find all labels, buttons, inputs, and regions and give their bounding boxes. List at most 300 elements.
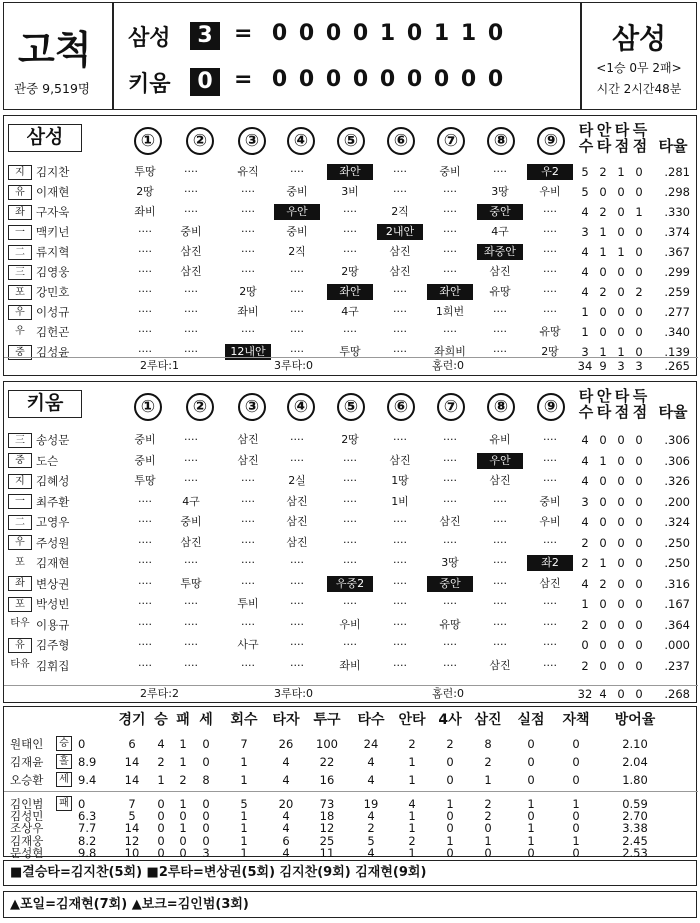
at-bat-result: ···· (241, 658, 255, 672)
team-stat-total: 9 (599, 359, 607, 373)
at-bat-result: 좌희비 (434, 345, 466, 358)
at-bat-result: ···· (543, 285, 557, 298)
pitcher-stat: 1 (572, 833, 580, 848)
batter-stat: 0 (635, 165, 643, 179)
batter-stat: 0 (617, 658, 625, 673)
pitcher-stat: 2 (484, 797, 492, 811)
pitcher-prior: 9.8 (78, 845, 97, 860)
at-bat-result: 삼진 (389, 453, 411, 467)
pitcher-stat: 14 (124, 773, 140, 787)
at-bat-result: ···· (290, 617, 304, 631)
at-bat-result: 투땅 (134, 165, 156, 178)
inning-header: ⑨ (537, 393, 565, 421)
pitching-table (3, 706, 697, 860)
pitcher-stat: 2 (179, 773, 187, 787)
batter-stat: 0 (599, 535, 607, 550)
pitching-divider (4, 791, 698, 792)
batter-name: 김재현 (36, 556, 70, 570)
inning-header: ⑥ (387, 127, 415, 155)
position-badge: 좌 (8, 205, 32, 220)
at-bat-result: ···· (393, 345, 407, 358)
at-bat-result: 좌비 (134, 205, 156, 218)
home-eq: = (234, 67, 253, 92)
at-bat-result: ···· (184, 205, 198, 218)
batter-row (4, 471, 698, 492)
at-bat-result: ···· (343, 245, 357, 258)
batter-stat: 0 (599, 617, 607, 632)
batter-stat: 0 (617, 433, 625, 447)
pitching-col-header: 승 (154, 712, 168, 728)
stat-header (613, 388, 631, 420)
pitcher-stat: 0.59 (622, 797, 648, 811)
batter-row (4, 533, 698, 554)
home-inning-run: 0 (325, 67, 342, 92)
batter-stat: 0 (635, 225, 643, 239)
batting-average: .326 (664, 474, 690, 488)
batter-stat: 0 (599, 325, 607, 339)
batter-stat: 5 (581, 185, 589, 199)
at-bat-result: ···· (343, 535, 357, 549)
at-bat-result: 2실 (288, 474, 306, 487)
position-badge: 지 (8, 474, 32, 489)
batter-row (4, 492, 698, 513)
pitcher-stat: 0 (527, 755, 535, 769)
at-bat-result: 3비 (341, 185, 359, 198)
pitching-col-header: 안타 (398, 712, 426, 728)
at-bat-result: ···· (290, 576, 304, 590)
batter-stat: 0 (599, 658, 607, 673)
at-bat-result: ···· (393, 556, 407, 569)
batter-stat: 0 (635, 597, 643, 611)
batter-stat: 0 (635, 556, 643, 570)
batter-stat: 0 (617, 494, 625, 509)
pitcher-stat: 0 (446, 755, 454, 769)
at-bat-result: ···· (241, 576, 255, 590)
batter-row (4, 574, 698, 595)
batter-stat: 0 (599, 515, 607, 529)
stat-header-bottom: 수 (578, 403, 594, 421)
batter-stat: 0 (635, 305, 643, 319)
inning-header: ⑤ (337, 393, 365, 421)
stat-header-top: 타 (614, 121, 630, 139)
pitcher-stat: 0 (202, 809, 210, 824)
stat-header (577, 122, 595, 154)
pitcher-name: 김재웅 (10, 833, 44, 848)
stat-header-bottom: 타 (596, 403, 612, 421)
pitcher-name: 문성현 (10, 845, 44, 860)
at-bat-result: ···· (184, 658, 198, 672)
at-bat-result: ···· (493, 494, 507, 508)
pitching-col-header: 자책 (562, 712, 590, 728)
at-bat-result: 삼진 (389, 245, 411, 258)
at-bat-result: 유땅 (489, 285, 511, 298)
at-bat-result: ···· (343, 515, 357, 528)
at-bat-result: ···· (184, 556, 198, 569)
at-bat-result: 유비 (489, 433, 511, 446)
homeruns-total: 홈런:0 (432, 687, 464, 700)
stat-header (577, 388, 595, 420)
pitcher-stat: 2.10 (622, 737, 648, 751)
at-bat-result: ···· (184, 617, 198, 631)
at-bat-result: ···· (393, 638, 407, 651)
at-bat-result: ···· (184, 433, 198, 446)
team-stat-total: 0 (617, 687, 625, 701)
at-bat-result: ···· (443, 658, 457, 672)
at-bat-result: 3땅 (491, 185, 509, 198)
batter-row (4, 615, 698, 636)
batter-row (4, 656, 698, 677)
away-innings (266, 21, 509, 46)
pitcher-stat: 24 (363, 737, 379, 751)
batter-stat: 2 (635, 285, 643, 299)
at-bat-result: ···· (393, 165, 407, 178)
at-bat-result: ···· (443, 325, 457, 338)
avg-header: 타율 (658, 403, 688, 421)
away-inning-run: 1 (460, 21, 477, 46)
batter-stat: 0 (635, 453, 643, 468)
at-bat-result: 좌안 (327, 284, 373, 300)
batter-name: 주성원 (36, 535, 70, 550)
at-bat-result: 삼진 (389, 265, 411, 278)
stat-header-bottom: 수 (578, 137, 594, 155)
at-bat-result: ···· (241, 515, 255, 528)
pitcher-stat: 0 (179, 833, 187, 848)
batter-stat: 0 (617, 265, 625, 279)
batting-average: .237 (664, 658, 690, 673)
batting-average: .000 (664, 638, 690, 652)
team-stat-total: 34 (577, 359, 593, 373)
stat-header-bottom: 타 (596, 137, 612, 155)
at-bat-result: ···· (290, 658, 304, 672)
at-bat-result: 우비 (339, 617, 361, 631)
at-bat-result: ···· (138, 325, 152, 338)
at-bat-result: ···· (493, 345, 507, 358)
batter-name: 김주형 (36, 638, 70, 652)
batter-row (4, 202, 698, 222)
at-bat-result: 2땅 (239, 285, 257, 298)
inning-header: ⑨ (537, 127, 565, 155)
stat-header (631, 122, 649, 154)
stat-header-top: 안 (596, 121, 612, 139)
at-bat-result: ···· (138, 638, 152, 651)
team-label: 키움 (8, 390, 82, 418)
pitcher-stat: 1 (408, 809, 416, 824)
at-bat-result: ···· (393, 576, 407, 590)
at-bat-result: ···· (290, 285, 304, 298)
decision-badge: 세 (56, 772, 72, 787)
pitching-col-header: 실점 (517, 712, 545, 728)
batter-name: 고영우 (36, 515, 70, 529)
home-inning-run: 0 (406, 67, 423, 92)
position-badge: 유 (8, 185, 32, 200)
at-bat-result: ···· (290, 638, 304, 651)
pitcher-stat: 1 (408, 755, 416, 769)
pitcher-stat: 4 (367, 773, 375, 787)
pitcher-prior: 7.7 (78, 821, 97, 836)
batter-stat: 1 (599, 225, 607, 239)
at-bat-result: ···· (138, 515, 152, 528)
inning-header: ⑧ (487, 393, 515, 421)
at-bat-result: ···· (343, 597, 357, 610)
batter-stat: 1 (599, 245, 607, 259)
batter-stat: 0 (635, 345, 643, 359)
at-bat-result: ···· (543, 305, 557, 318)
at-bat-result: ···· (493, 165, 507, 178)
pitching-col-header: 타자 (272, 712, 300, 728)
at-bat-result: 2땅 (136, 185, 154, 198)
stat-header-bottom: 점 (632, 137, 648, 155)
at-bat-result: 2땅 (341, 265, 359, 278)
at-bat-result: ···· (493, 305, 507, 318)
at-bat-result: ···· (343, 556, 357, 569)
batter-stat: 1 (581, 597, 589, 611)
pitcher-stat: 4 (282, 821, 290, 836)
stat-header (595, 122, 613, 154)
at-bat-result: ···· (290, 433, 304, 446)
batter-stat: 0 (599, 433, 607, 447)
stat-header-bottom: 점 (632, 403, 648, 421)
scoreboard-header (3, 2, 697, 110)
at-bat-result: ···· (443, 597, 457, 610)
team-average: .268 (664, 687, 690, 701)
batting-average: .277 (664, 305, 690, 319)
batter-name: 변상권 (36, 576, 70, 591)
at-bat-result: ···· (443, 433, 457, 446)
at-bat-result: ···· (241, 325, 255, 338)
at-bat-result: ···· (290, 305, 304, 318)
pitcher-stat: 0 (572, 773, 580, 787)
batter-stat: 3 (581, 494, 589, 509)
at-bat-result: 4구 (491, 225, 509, 238)
batter-stat: 0 (599, 638, 607, 652)
pitching-col-header: 방어율 (614, 712, 656, 728)
at-bat-result: ···· (138, 225, 152, 238)
batter-stat: 0 (635, 433, 643, 447)
at-bat-result: 중비 (539, 494, 561, 508)
at-bat-result: ···· (443, 535, 457, 549)
at-bat-result: 중비 (180, 225, 202, 238)
pitching-col-header: 세 (199, 712, 213, 728)
at-bat-result: 삼진 (489, 658, 511, 672)
batter-stat: 0 (635, 658, 643, 673)
team-label: 삼성 (8, 124, 82, 152)
pitcher-stat: 4 (367, 755, 375, 769)
at-bat-result: ···· (184, 185, 198, 198)
at-bat-result: 중비 (286, 225, 308, 238)
batter-stat: 0 (617, 597, 625, 611)
pitcher-stat: 0 (572, 845, 580, 860)
batter-stat: 0 (635, 535, 643, 550)
position-badge: 좌 (8, 576, 32, 591)
position-badge: 타유 (10, 659, 30, 671)
notes-line-2: ▲포일=김재현(7회) ▲보크=김인범(3회) (3, 891, 697, 918)
pitcher-stat: 73 (319, 797, 335, 811)
inning-header: ⑦ (437, 127, 465, 155)
at-bat-result: ···· (241, 205, 255, 218)
batter-stat: 0 (617, 576, 625, 591)
at-bat-result: ···· (290, 345, 304, 358)
batter-stat: 0 (599, 597, 607, 611)
pitcher-stat: 16 (319, 773, 335, 787)
at-bat-result: ···· (393, 433, 407, 446)
pitcher-stat: 1 (240, 821, 248, 836)
pitcher-stat: 0 (179, 809, 187, 824)
inning-header: ④ (287, 393, 315, 421)
at-bat-result: ···· (493, 515, 507, 528)
batter-stat: 2 (599, 165, 607, 179)
at-bat-result: 2내안 (377, 224, 423, 240)
at-bat-result: ···· (393, 617, 407, 631)
batter-name: 최주환 (36, 494, 70, 509)
away-inning-run: 0 (271, 21, 288, 46)
batter-row (4, 282, 698, 302)
at-bat-result: ···· (443, 638, 457, 651)
stat-header (631, 388, 649, 420)
pitcher-stat: 1 (240, 809, 248, 824)
position-badge: 타우 (10, 618, 30, 630)
pitcher-stat: 0 (484, 845, 492, 860)
inning-header: ② (186, 393, 214, 421)
home-score: 0 (190, 68, 220, 96)
at-bat-result: 중비 (134, 453, 156, 467)
home-inning-run: 0 (271, 67, 288, 92)
inning-header: ⑧ (487, 127, 515, 155)
at-bat-result: 투비 (237, 597, 259, 610)
at-bat-result: 중비 (134, 433, 156, 446)
pitcher-stat: 0 (527, 737, 535, 751)
at-bat-result: ···· (138, 265, 152, 278)
pitcher-stat: 2 (484, 755, 492, 769)
stat-header-bottom: 점 (614, 137, 630, 155)
pitcher-stat: 2.45 (622, 833, 648, 848)
pitcher-stat: 0 (202, 833, 210, 848)
at-bat-result: 12내안 (225, 344, 271, 360)
batter-stat: 4 (581, 576, 589, 591)
at-bat-result: ···· (443, 265, 457, 278)
pitcher-stat: 4 (157, 737, 165, 751)
at-bat-result: ···· (138, 345, 152, 358)
at-bat-result: ···· (393, 658, 407, 672)
pitcher-stat: 19 (363, 797, 379, 811)
at-bat-result: 유땅 (539, 325, 561, 338)
batter-row (4, 302, 698, 322)
position-badge: 우 (15, 325, 25, 337)
batter-row (4, 262, 698, 282)
at-bat-result: ···· (184, 285, 198, 298)
pitcher-stat: 1 (408, 845, 416, 860)
batter-stat: 2 (581, 535, 589, 550)
batter-row (4, 594, 698, 615)
batter-stat: 0 (617, 617, 625, 632)
at-bat-result: ···· (443, 185, 457, 198)
at-bat-result: ···· (290, 597, 304, 610)
stat-header-top: 타 (578, 387, 594, 405)
home-inning-run: 0 (460, 67, 477, 92)
batting-footer (4, 685, 698, 701)
pitcher-stat: 5 (240, 797, 248, 811)
pitcher-stat: 2 (408, 833, 416, 848)
away-inning-run: 0 (325, 21, 342, 46)
batter-row (4, 451, 698, 472)
at-bat-result: 좌안 (427, 284, 473, 300)
at-bat-result: ···· (543, 535, 557, 549)
away-score: 3 (190, 22, 220, 50)
pitcher-prior: 8.2 (78, 833, 97, 848)
at-bat-result: ···· (138, 285, 152, 298)
at-bat-result: 2땅 (541, 345, 559, 358)
away-eq: = (234, 21, 253, 46)
pitcher-stat: 1 (484, 773, 492, 787)
pitcher-stat: 2 (367, 821, 375, 836)
batter-name: 구자욱 (36, 205, 70, 219)
at-bat-result: ···· (343, 453, 357, 467)
stat-header-top: 타 (614, 387, 630, 405)
batter-stat: 0 (635, 245, 643, 259)
batter-stat: 1 (581, 325, 589, 339)
batter-name: 송성문 (36, 433, 70, 447)
batter-name: 이용규 (36, 617, 70, 632)
position-badge: 지 (8, 165, 32, 180)
at-bat-result: ···· (343, 325, 357, 338)
at-bat-result: 좌2 (527, 555, 573, 571)
at-bat-result: 투땅 (134, 474, 156, 487)
position-badge: 유 (8, 638, 32, 653)
at-bat-result: 2땅 (341, 433, 359, 446)
at-bat-result: 중비 (180, 515, 202, 528)
pitcher-stat: 0 (179, 845, 187, 860)
at-bat-result: ···· (241, 617, 255, 631)
at-bat-result: ···· (443, 453, 457, 467)
position-badge: 三 (8, 265, 32, 280)
at-bat-result: 우안 (477, 453, 523, 469)
batter-stat: 0 (617, 205, 625, 219)
pitcher-stat: 1 (240, 833, 248, 848)
at-bat-result: ···· (393, 325, 407, 338)
pitcher-stat: 4 (367, 809, 375, 824)
batting-average: .324 (664, 515, 690, 529)
pitching-col-header: 패 (176, 712, 190, 728)
pitcher-name: 김성민 (10, 809, 44, 824)
at-bat-result: ···· (493, 325, 507, 338)
batter-stat: 4 (581, 474, 589, 488)
notes-line-1: ■결승타=김지찬(5회) ■2루타=변상권(5회) 김지찬(9회) 김재현(9회) (3, 860, 697, 886)
pitcher-stat: 11 (319, 845, 335, 860)
batting-footer (4, 357, 698, 373)
attendance: 관중 9,519명 (14, 81, 90, 96)
batter-stat: 0 (617, 285, 625, 299)
at-bat-result: 4구 (341, 305, 359, 318)
batter-stat: 3 (581, 345, 589, 359)
position-badge: 一 (8, 494, 32, 509)
batter-stat: 0 (635, 617, 643, 632)
at-bat-result: ···· (184, 597, 198, 610)
batter-stat: 0 (599, 494, 607, 509)
batter-row (4, 430, 698, 451)
at-bat-result: ···· (290, 325, 304, 338)
pitcher-stat: 12 (124, 833, 140, 848)
pitcher-stat: 1 (527, 797, 535, 811)
inning-header: ④ (287, 127, 315, 155)
at-bat-result: ···· (493, 597, 507, 610)
batter-stat: 0 (617, 638, 625, 652)
stat-header-top: 득 (632, 121, 648, 139)
at-bat-result: 4구 (182, 494, 200, 508)
at-bat-result: 사구 (237, 638, 259, 651)
at-bat-result: ···· (184, 305, 198, 318)
stat-header (613, 122, 631, 154)
pitcher-stat: 1 (240, 845, 248, 860)
pitcher-row (4, 771, 698, 789)
